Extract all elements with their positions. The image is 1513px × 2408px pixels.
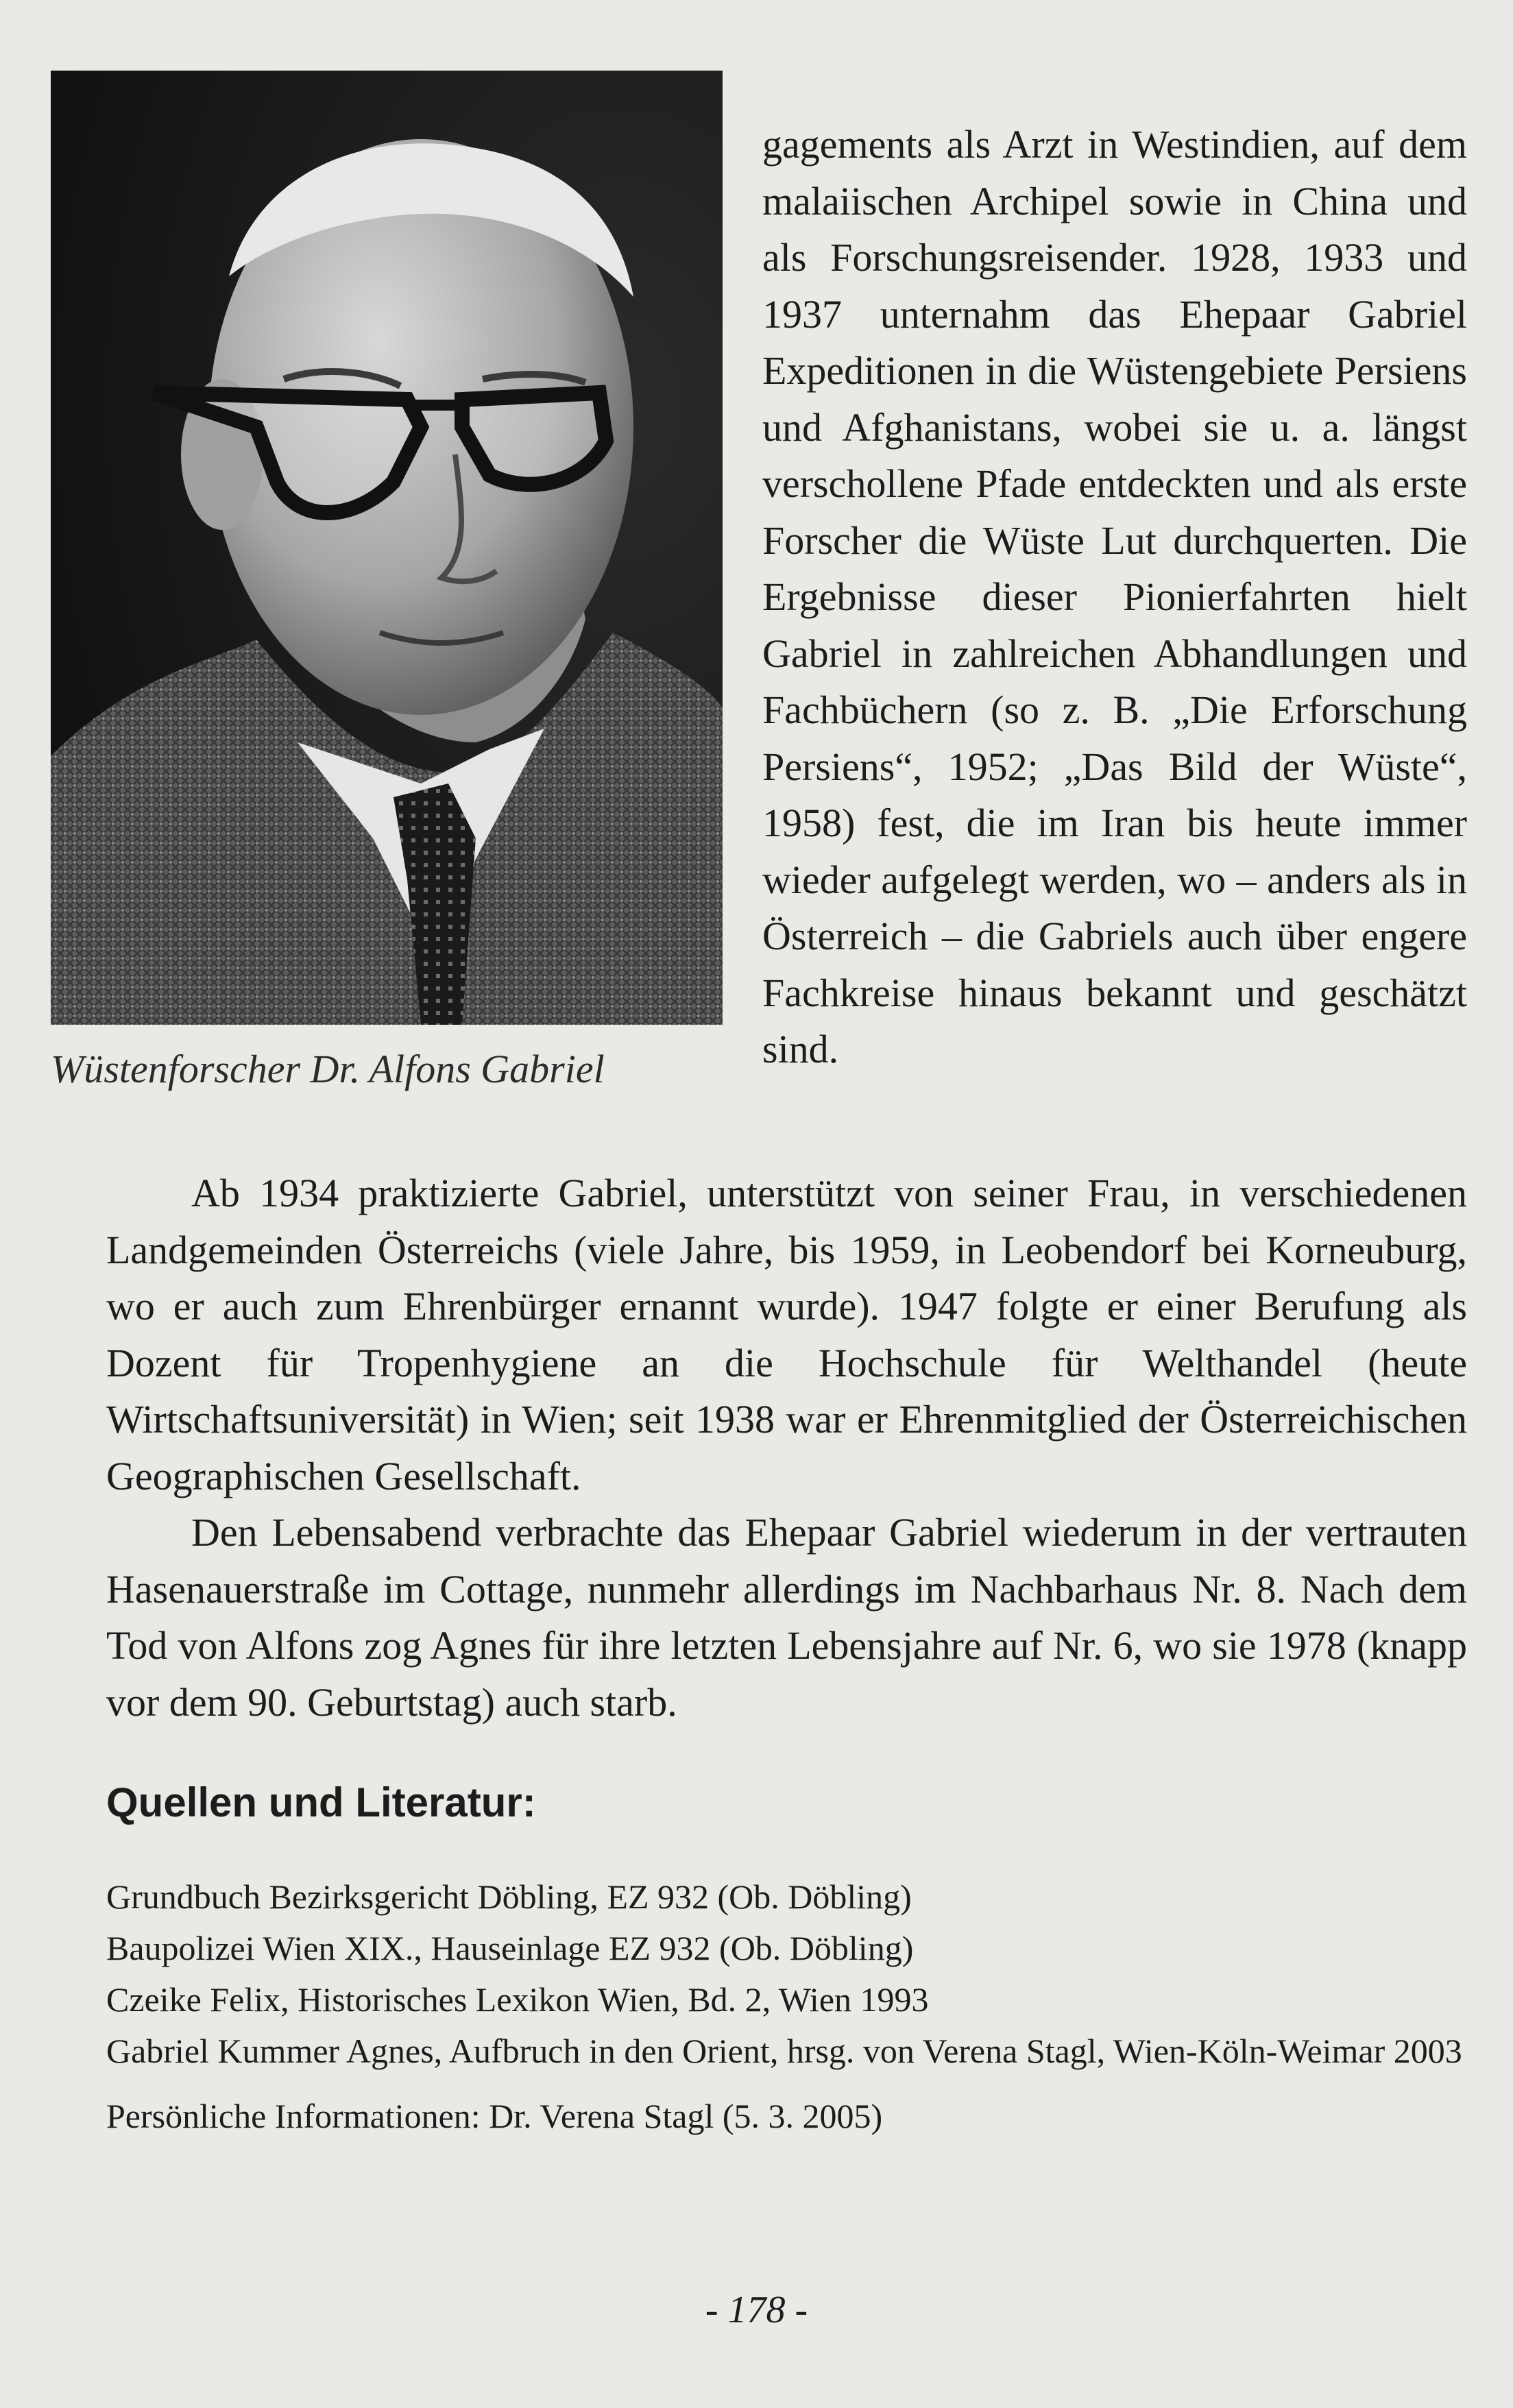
paragraph-2: Den Lebensabend verbrachte das Ehepaar Gabriel wiederum in der vertrauten Hasenauerstraße im Cottage, nunmehr allerdings im Nachbarhaus Nr. 8. Nach dem Tod von Alfons zog Agnes für ihre letzten Lebensjahre auf Nr. 6, wo sie 1978 (knapp vor dem 90. Geburtstag) auch starb. [106, 1510, 1467, 1725]
source-entry: Czeike Felix, Historisches Lexikon Wien, Bd. 2, Wien 1993 [106, 1980, 929, 2019]
source-entry: Persönliche Informationen: Dr. Verena Stagl (5. 3. 2005) [106, 2097, 883, 2135]
source-entry: Baupolizei Wien XIX., Hauseinlage EZ 932 (Ob. Döbling) [106, 1929, 914, 1967]
sources-list [106, 1871, 1467, 2142]
source-entry: Gabriel Kummer Agnes, Aufbruch in den Orient, hrsg. von Verena Stagl, Wien-Köln-Weimar 2003 [106, 2032, 1462, 2070]
portrait-photo [51, 71, 723, 1025]
body-text [106, 1165, 1467, 1731]
sources-heading: Quellen und Literatur: [106, 1779, 536, 1825]
paragraph-1: Ab 1934 praktizierte Gabriel, unterstützt von seiner Frau, in verschiedenen Landgemeinden Österreichs (viele Jahre, bis 1959, in Leobendorf bei Korneuburg, wo er auch zum Ehrenbürger ernannt wurde). 1947 folgte er einer Berufung als Dozent für Tropenhygiene an die Hochschule für Welthandel (heute Wirtschaftsuniversität) in Wien; seit 1938 war er Ehrenmitglied der Österreichischen Geographischen Gesellschaft. [106, 1171, 1467, 1498]
column-text [762, 117, 1467, 1078]
portrait-image [51, 71, 723, 1025]
column-paragraph: gagements als Arzt in Westindien, auf dem malaiischen Archipel sowie in China und als Forschungsreisender. 1928, 1933 und 1937 unternahm das Ehepaar Gabriel Expeditionen in die Wüstengebiete Persiens und Afghanistans, wobei sie u. a. längst verschollene Pfade entdeckten und als erste Forscher die Wüste Lut durchquerten. Die Ergebnisse dieser Pionierfahrten hielt Gabriel in zahlreichen Abhandlungen und Fachbüchern (so z. B. „Die Erforschung Persiens“, 1952; „Das Bild der Wüste“, 1958) fest, die im Iran bis heute immer wieder aufgelegt werden, wo – anders als in Österreich – die Gabriels auch über engere Fachkreise hinaus bekannt und geschätzt sind. [762, 122, 1467, 1071]
source-entry: Grundbuch Bezirksgericht Döbling, EZ 932 (Ob. Döbling) [106, 1877, 912, 1916]
photo-caption: Wüstenforscher Dr. Alfons Gabriel [51, 1047, 605, 1091]
page-number: - 178 - [705, 2289, 808, 2331]
